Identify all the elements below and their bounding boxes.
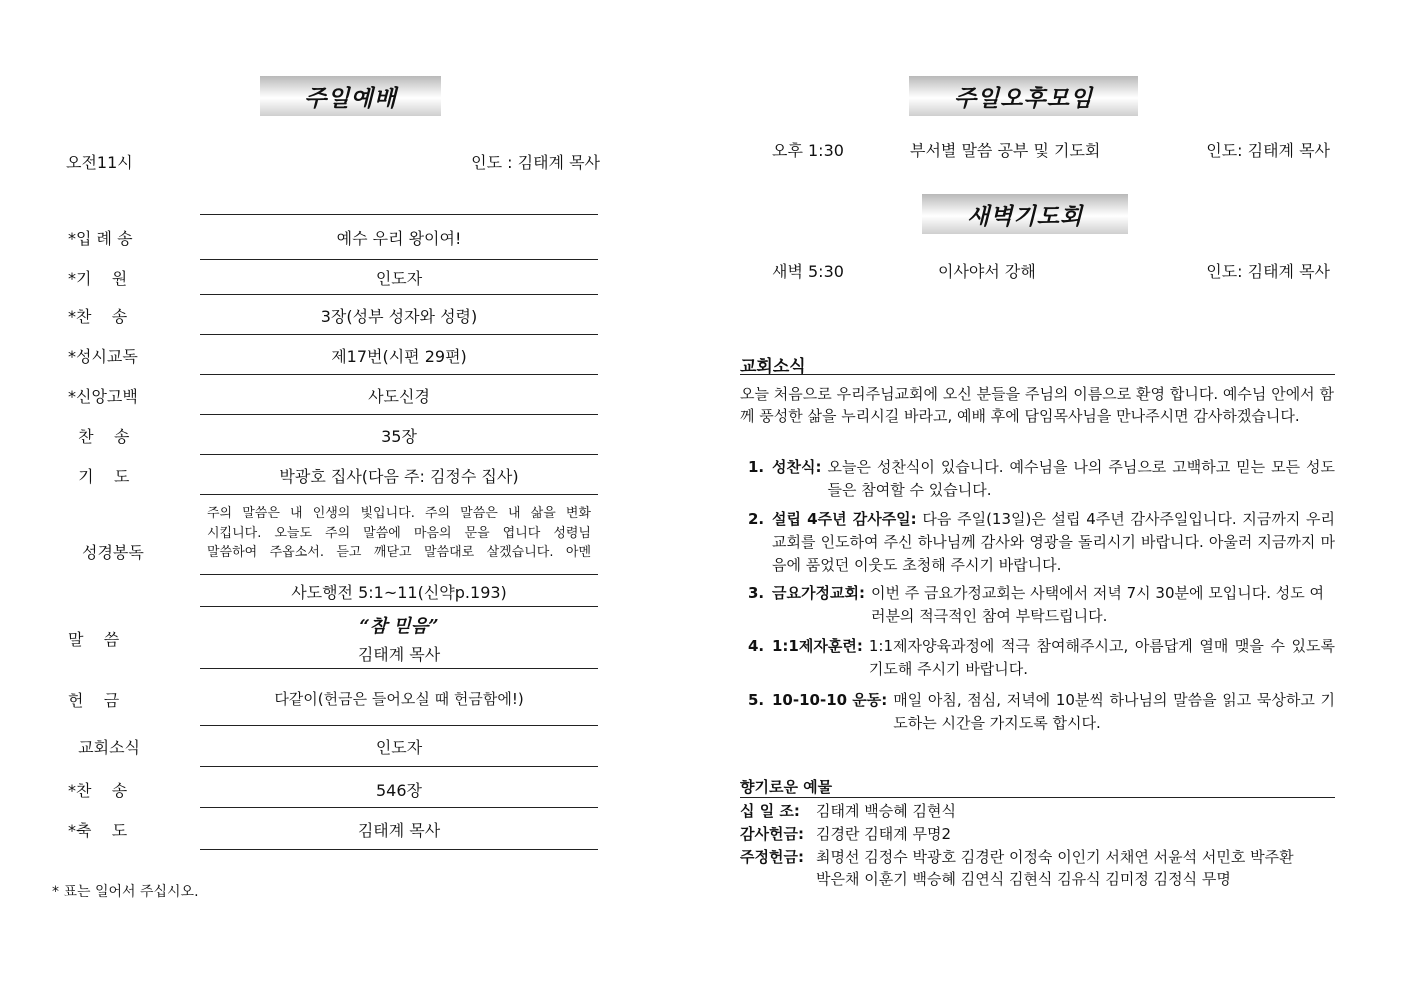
order-rule <box>200 849 598 850</box>
reading-line: 주의 말씀은 내 인생의 빛입니다. 주의 말씀은 내 삶을 변화 <box>207 506 591 521</box>
worship-title: 주일예배 <box>304 84 397 112</box>
news-item-text: 이번 주 금요가정교회는 사택에서 저녁 7시 30분에 모입니다. 성도 여러분의 적극적인 참여 부탁드립니다. <box>870 584 1325 625</box>
order-content: 박광호 집사(다음 주: 김정수 집사) <box>279 467 519 486</box>
standing-footnote: * 표는 일어서 주십시오. <box>52 884 199 900</box>
order-rule <box>200 334 598 335</box>
offering-content: 다같이(헌금은 들어오실 때 헌금함에!) <box>274 690 524 708</box>
news-heading: 교회소식 <box>740 357 806 377</box>
order-label: *신앙고백 <box>68 387 138 406</box>
order-label: *축 도 <box>68 821 128 840</box>
order-content: 인도자 <box>375 269 423 288</box>
order-rule <box>200 668 598 669</box>
offering-value: 최명선 김정수 박광호 김경란 이정숙 이인기 서채연 서윤석 서민호 박주환 박은채 이훈기 백승혜 김연식 김현식 김유식 김미정 김정식 무명 <box>816 848 1294 888</box>
dawn-title-banner <box>922 194 1128 234</box>
news-item-number: 1. <box>748 458 765 476</box>
order-rule <box>200 414 598 415</box>
afternoon-title: 주일오후모임 <box>953 84 1094 112</box>
order-label: *찬 송 <box>68 307 128 326</box>
sermon-title: “참 믿음” <box>359 616 439 637</box>
worship-leader: 인도 : 김태계 목사 <box>471 153 600 172</box>
order-rule <box>200 807 598 808</box>
order-label: *성시교독 <box>68 347 138 366</box>
order-rule <box>200 606 598 607</box>
offerings-heading: 향기로운 예물 <box>740 778 833 796</box>
news-item-head: 설립 4주년 감사주일: <box>772 510 917 528</box>
news-item-head: 1:1제자훈련: <box>772 637 863 655</box>
offering-row-thanks <box>740 823 1335 845</box>
order-label: *기 원 <box>68 269 128 288</box>
offering-key: 감사헌금: <box>740 825 804 843</box>
order-content: 546장 <box>376 781 422 800</box>
news-intro: 오늘 처음으로 우리주님교회에 오신 분들을 주님의 이름으로 환영 합니다. 예수님 안에서 함께 풍성한 삶을 누리시길 바라고, 예배 후에 담임목사님을 만나주시면 감사하겠습니다. <box>740 385 1334 425</box>
reading-line: 말씀하여 주옵소서. 듣고 깨닫고 말씀대로 살겠습니다. 아멘 <box>207 545 591 560</box>
news-item-text: 매일 아침, 점심, 저녁에 10분씩 하나님의 말씀을 읽고 묵상하고 기도하는 시간을 가지도록 합시다. <box>893 691 1335 732</box>
dawn-time: 새벽 5:30 <box>772 262 844 281</box>
afternoon-title-banner <box>909 76 1138 116</box>
order-content: 제17번(시편 29편) <box>331 347 467 366</box>
offerings-rule <box>740 797 1335 798</box>
afternoon-time: 오후 1:30 <box>772 141 844 160</box>
offering-value: 김태계 백승혜 김현식 <box>816 802 956 820</box>
news-item-head: 성찬식: <box>772 458 822 476</box>
news-item <box>748 635 1335 681</box>
order-label: 기 도 <box>68 467 130 486</box>
order-content: 예수 우리 왕이여! <box>336 229 462 248</box>
order-rule <box>200 259 598 260</box>
order-rule <box>200 494 598 495</box>
order-content: 35장 <box>381 427 417 446</box>
reading-line: 시킵니다. 오늘도 주의 말씀에 마음의 문을 엽니다 성령님 <box>207 525 591 541</box>
order-label: 찬 송 <box>68 427 130 446</box>
afternoon-desc: 부서별 말씀 공부 및 기도회 <box>910 141 1101 160</box>
order-rule <box>200 294 598 295</box>
offering-row-tithe <box>740 800 1335 822</box>
news-item-text: 다음 주일(13일)은 설립 4주년 감사주일입니다. 지금까지 우리교회를 인도하여 주신 하나님께 감사와 영광을 돌리시기 바랍니다. 아울러 지금까지 마음에 품었던 이웃도 초청해 주시기 바랍니다. <box>772 510 1336 574</box>
reading-passage: 사도행전 5:1~11(신약p.193) <box>291 583 507 602</box>
afternoon-leader: 인도: 김태계 목사 <box>1206 141 1330 160</box>
news-item <box>748 456 1335 502</box>
dawn-title: 새벽기도회 <box>966 202 1084 230</box>
order-content: 3장(성부 성자와 성령) <box>320 307 478 326</box>
offering-key: 십 일 조: <box>740 802 800 820</box>
dawn-leader: 인도: 김태계 목사 <box>1206 262 1330 281</box>
news-item-text: 오늘은 성찬식이 있습니다. 예수님을 나의 주님으로 고백하고 믿는 모든 성도들은 참여할 수 있습니다. <box>827 458 1335 499</box>
reading-label: 성경봉독 <box>82 543 144 562</box>
order-content: 사도신경 <box>368 387 430 406</box>
order-label: *찬 송 <box>68 781 128 800</box>
offering-value: 김경란 김태계 무명2 <box>816 825 952 843</box>
news-item-head: 금요가정교회: <box>772 584 865 602</box>
reading-prayer <box>207 504 591 563</box>
order-rule <box>200 454 598 455</box>
order-rule <box>200 725 598 726</box>
offering-row-weekly <box>740 846 1335 912</box>
order-rule <box>200 214 598 215</box>
news-item <box>748 582 1335 628</box>
offering-label: 헌 금 <box>68 691 120 710</box>
news-rule <box>740 374 1335 375</box>
order-content: 인도자 <box>375 738 423 757</box>
order-rule <box>200 766 598 767</box>
order-label: 교회소식 <box>68 738 140 757</box>
order-rule <box>200 374 598 375</box>
sermon-label: 말 씀 <box>68 630 120 649</box>
order-content: 김태계 목사 <box>357 821 441 840</box>
sermon-preacher: 김태계 목사 <box>357 645 441 664</box>
news-item <box>748 689 1335 735</box>
worship-title-banner <box>260 76 441 116</box>
news-item-number: 2. <box>748 510 765 528</box>
news-item-text: 1:1제자양육과정에 적극 참여해주시고, 아름답게 열매 맺을 수 있도록 기도해 주시기 바랍니다. <box>868 637 1335 678</box>
news-item-head: 10-10-10 운동: <box>772 691 888 709</box>
news-item-number: 4. <box>748 637 765 655</box>
worship-time: 오전11시 <box>66 153 133 172</box>
news-item <box>748 508 1335 577</box>
dawn-desc: 이사야서 강해 <box>938 262 1036 281</box>
news-item-number: 5. <box>748 691 765 709</box>
order-rule <box>200 574 598 575</box>
order-label: *입 례 송 <box>68 229 133 248</box>
offering-key: 주정헌금: <box>740 848 804 866</box>
news-item-number: 3. <box>748 584 765 602</box>
